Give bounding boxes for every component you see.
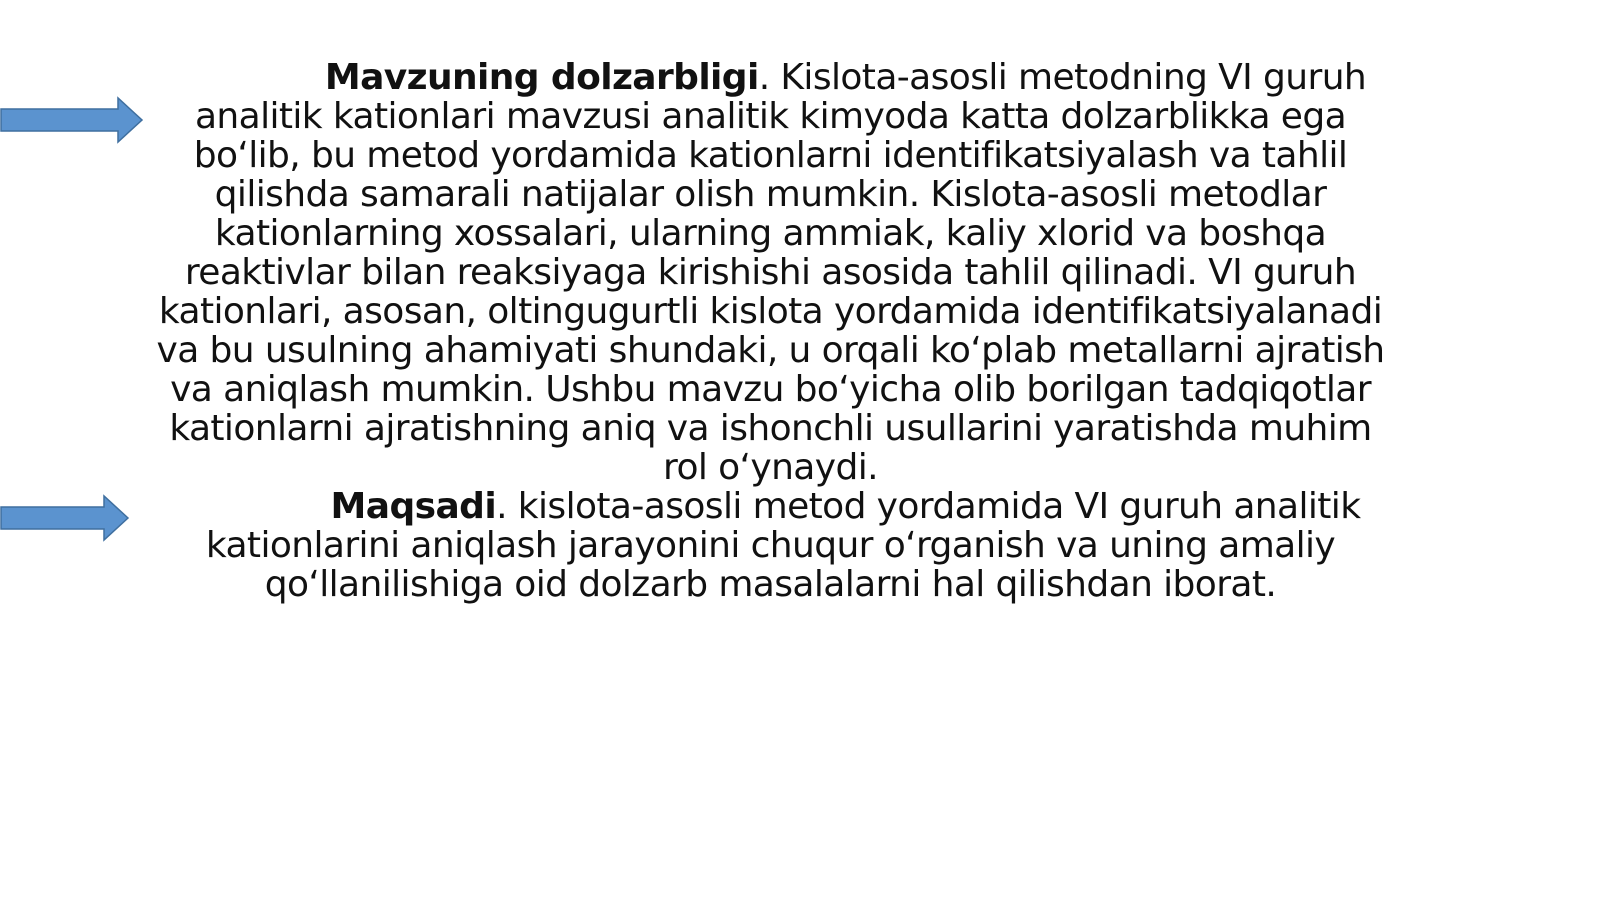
- relevance-paragraph: [108, 58, 1433, 487]
- relevance-line: qilishda samarali natijalar olish mumkin. Kislota-asosli metodlar: [214, 174, 1327, 215]
- relevance-line: . Kislota-asosli metodning VI guruh: [758, 57, 1367, 98]
- goal-line: . kislota-asosli metod yordamida VI guruh analitik: [496, 486, 1361, 527]
- relevance-line: kationlarni ajratishning aniq va ishonchli usullarini yaratishda muhim: [169, 408, 1372, 449]
- relevance-line: kationlari, asosan, oltingugurtli kislota yordamida identifikatsiyalanadi: [158, 291, 1383, 332]
- goal-first-line: [108, 487, 1433, 526]
- goal-line: qoʻllanilishiga oid dolzarb masalalarni hal qilishdan iborat.: [264, 564, 1277, 605]
- relevance-line: kationlarning xossalari, ularning ammiak, kaliy xlorid va boshqa: [214, 213, 1327, 254]
- relevance-line: reaktivlar bilan reaksiyaga kirishishi asosida tahlil qilinadi. VI guruh: [184, 252, 1357, 293]
- relevance-heading: Mavzuning dolzarbligi: [324, 57, 759, 98]
- relevance-line: boʻlib, bu metod yordamida kationlarni identifikatsiyalash va tahlil: [193, 135, 1348, 176]
- goal-heading: Maqsadi: [330, 486, 497, 527]
- relevance-line: va aniqlash mumkin. Ushbu mavzu boʻyicha olib borilgan tadqiqotlar: [170, 369, 1371, 410]
- relevance-line: rol oʻynaydi.: [663, 447, 878, 488]
- goal-line: kationlarini aniqlash jarayonini chuqur oʻrganish va uning amaliy: [205, 525, 1336, 566]
- relevance-line: analitik kationlari mavzusi analitik kimyoda katta dolzarblikka ega: [194, 96, 1347, 137]
- relevance-first-line: [108, 58, 1433, 97]
- relevance-line: va bu usulning ahamiyati shundaki, u orqali koʻplab metallarni ajratish: [156, 330, 1385, 371]
- goal-paragraph: [108, 487, 1433, 604]
